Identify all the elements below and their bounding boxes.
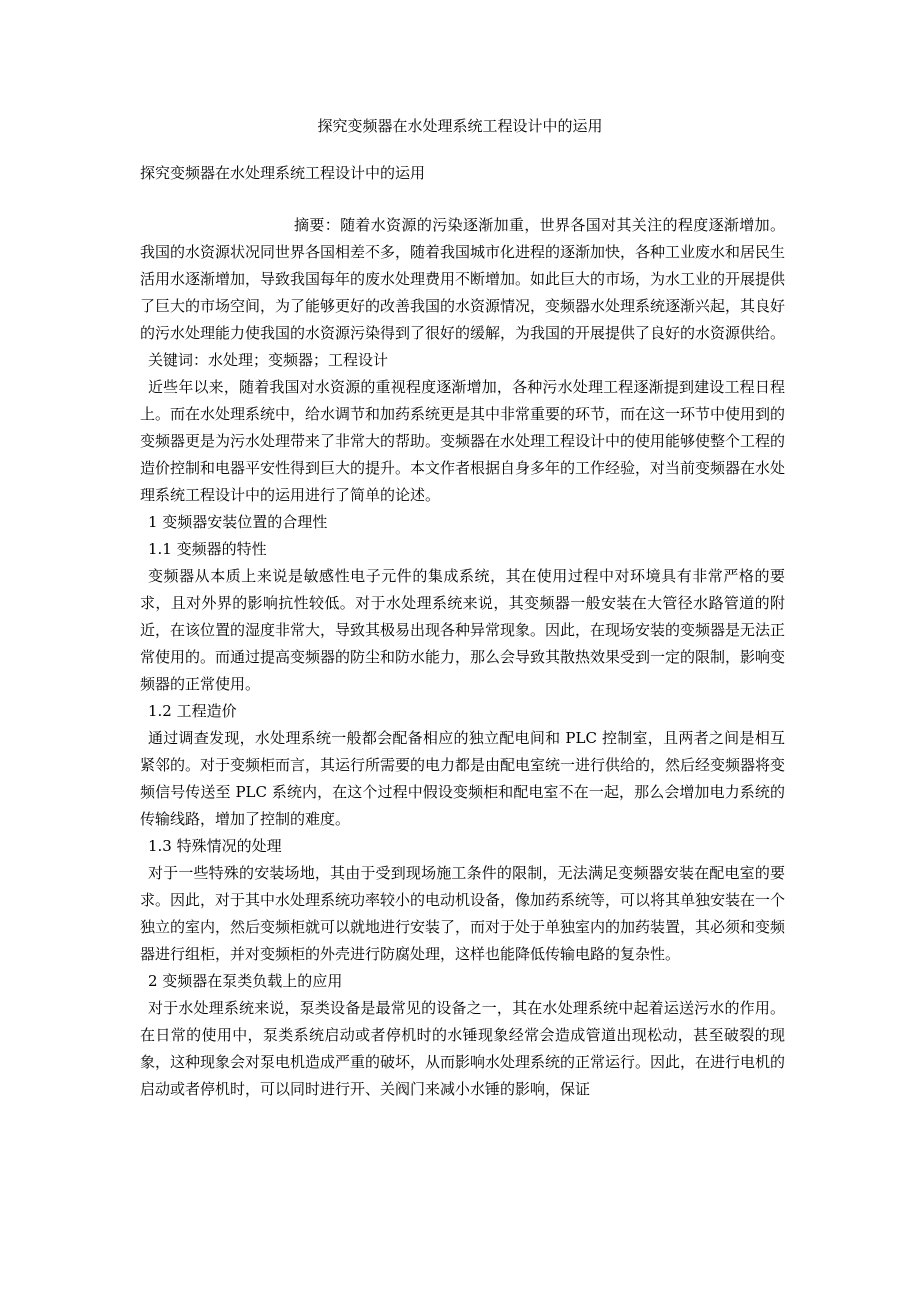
section-heading-2: 2 变频器在泵类负载上的应用 bbox=[148, 972, 343, 990]
paragraph-1-3: 对于一些特殊的安装场地，其由于受到现场施工条件的限制，无法满足变频器安装在配电室的要求。因此，对于其中水处理系统功率较小的电动机设备，像加药系统等，可以将其单独安装在一个独立的室内，然后变频柜就可以就地进行安装了，而对于处于单独室内的加药装置，其必须和变频器进行组柜，并对变频柜的外壳进行防腐处理，这样也能降低传输电路的复杂性。 bbox=[140, 864, 786, 963]
document-title: 探究变频器在水处理系统工程设计中的运用 bbox=[317, 117, 603, 135]
document-body bbox=[140, 160, 785, 1103]
section-heading-1-2: 1.2 工程造价 bbox=[148, 702, 237, 720]
section-heading-1-3: 1.3 特殊情况的处理 bbox=[148, 837, 282, 855]
intro-paragraph: 近些年以来，随着我国对水资源的重视程度逐渐增加，各种污水处理工程逐渐提到建设工程日程上。而在水处理系统中，给水调节和加药系统更是其中非常重要的环节，而在这一环节中使用到的变频器更是为污水处理带来了非常大的帮助。变频器在水处理工程设计中的使用能够使整个工程的造价控制和电器平安性得到巨大的提升。本文作者根据自身多年的工作经验，对当前变频器在水处理系统工程设计中的运用进行了简单的论述。 bbox=[140, 378, 786, 504]
keywords-line: 关键词：水处理；变频器；工程设计 bbox=[148, 351, 389, 369]
section-heading-1: 1 变频器安装位置的合理性 bbox=[148, 513, 328, 531]
document-subtitle: 探究变频器在水处理系统工程设计中的运用 bbox=[140, 164, 426, 182]
paragraph-1-2: 通过调查发现，水处理系统一般都会配备相应的独立配电间和 PLC 控制室，且两者之间是相互紧邻的。对于变频柜而言，其运行所需要的电力都是由配电室统一进行供给的，然后经变频器将变频信号传送至 PLC 系统内，在这个过程中假设变频柜和配电室不在一起，那么会增加电力系统的传输线路，增加了控制的难度。 bbox=[140, 729, 786, 828]
paragraph-1-1: 变频器从本质上来说是敏感性电子元件的集成系统，其在使用过程中对环境具有非常严格的要求，且对外界的影响抗性较低。对于水处理系统来说，其变频器一般安装在大管径水路管道的附近，在该位置的湿度非常大，导致其极易出现各种异常现象。因此，在现场安装的变频器是无法正常使用的。而通过提高变频器的防尘和防水能力，那么会导致其散热效果受到一定的限制，影响变频器的正常使用。 bbox=[140, 567, 786, 693]
abstract-paragraph: 摘要：随着水资源的污染逐渐加重，世界各国对其关注的程度逐渐增加。我国的水资源状况同世界各国相差不多，随着我国城市化进程的逐渐加快，各种工业废水和居民生活用水逐渐增加，导致我国每年的废水处理费用不断增加。如此巨大的市场，为水工业的开展提供了巨大的市场空间，为了能够更好的改善我国的水资源情况，变频器水处理系统逐渐兴起，其良好的污水处理能力使我国的水资源污染得到了很好的缓解，为我国的开展提供了良好的水资源供给。 bbox=[140, 216, 786, 342]
section-heading-1-1: 1.1 变频器的特性 bbox=[148, 540, 267, 558]
paragraph-2: 对于水处理系统来说，泵类设备是最常见的设备之一，其在水处理系统中起着运送污水的作用。在日常的使用中，泵类系统启动或者停机时的水锤现象经常会造成管道出现松动，甚至破裂的现象，这种现象会对泵电机造成严重的破坏，从而影响水处理系统的正常运行。因此，在进行电机的启动或者停机时，可以同时进行开、关阀门来减小水锤的影响，保证 bbox=[140, 999, 786, 1098]
